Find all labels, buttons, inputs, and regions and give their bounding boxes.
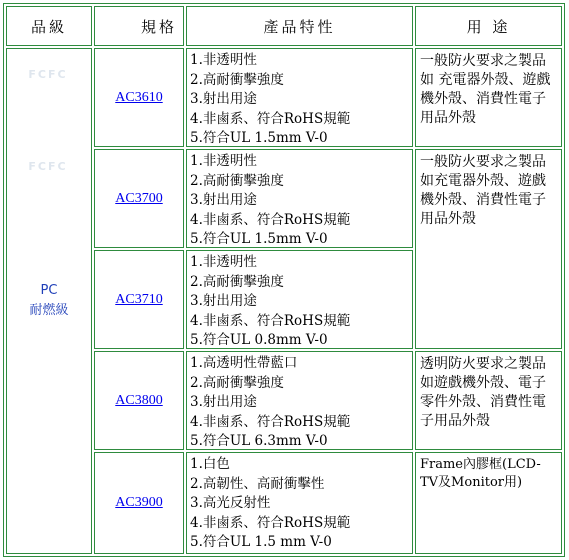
model-link-ac3900[interactable]: AC3900: [115, 495, 163, 510]
header-grade-label: 品級: [30, 17, 67, 36]
feature-item: 3.高光反射性: [190, 495, 271, 511]
category-cell: [6, 48, 92, 554]
feature-item: 2.高耐衝擊強度: [190, 273, 284, 290]
features-cell: [186, 48, 413, 147]
usage-text: 一般防火要求之製品如充電器外殼、遊戲機外殼、消費性電子用品外殼: [420, 154, 546, 227]
header-spec: [94, 6, 184, 46]
usage-cell: [415, 452, 562, 554]
feature-item: 3.射出用途: [190, 192, 257, 208]
header-features: [186, 6, 413, 46]
category-line2: 耐燃級: [29, 303, 69, 318]
feature-item: 4.非鹵系、符合RoHS規範: [190, 110, 351, 127]
features-cell: [186, 149, 413, 248]
usage-text: Frame內膠框(LCD-TV及Monitor用): [420, 457, 541, 490]
category-line1: PC: [40, 283, 58, 298]
header-usage-label: 用 途: [466, 17, 511, 36]
features-cell: [186, 351, 413, 450]
feature-item: 4.非鹵系、符合RoHS規範: [190, 211, 351, 228]
feature-item: 4.非鹵系、符合RoHS規範: [190, 312, 351, 329]
model-cell: [94, 48, 184, 147]
product-table: [3, 3, 565, 557]
model-link-ac3800[interactable]: AC3800: [115, 392, 163, 408]
feature-item: 4.非鹵系、符合RoHS規範: [190, 514, 351, 531]
header-usage: [415, 6, 562, 46]
feature-item: 1.非透明性: [190, 153, 257, 169]
model-cell: [94, 250, 184, 349]
watermark-1: FCFC: [28, 68, 68, 81]
model-link-ac3610[interactable]: AC3610: [115, 89, 163, 105]
header-spec-label: 規格: [140, 17, 177, 36]
header-grade: [6, 6, 92, 46]
feature-item: 5.符合UL 1.5 mm V-0: [190, 534, 332, 550]
header-features-label: 產品特性: [263, 17, 336, 36]
feature-item: 5.符合UL 1.5mm V-0: [190, 231, 328, 247]
feature-item: 1.白色: [190, 456, 230, 472]
usage-text: 透明防火要求之製品如遊戲機外殼、電子零件外殼、消費性電子用品外殼: [420, 356, 546, 429]
feature-item: 1.非透明性: [190, 52, 257, 68]
model-cell: [94, 452, 184, 554]
feature-item: 1.非透明性: [190, 254, 257, 270]
usage-text: 一般防火要求之製品如 充電器外殼、遊戲機外殼、消費性電子 用品外殼: [420, 53, 551, 126]
features-cell: [186, 452, 413, 554]
feature-item: 2.高韌性、高耐衝擊性: [190, 475, 325, 492]
feature-item: 2.高耐衝擊強度: [190, 172, 284, 189]
feature-item: 3.射出用途: [190, 394, 257, 410]
usage-cell: [415, 351, 562, 450]
feature-item: 3.射出用途: [190, 293, 257, 309]
feature-item: 1.高透明性帶藍口: [190, 355, 298, 371]
feature-item: 4.非鹵系、符合RoHS規範: [190, 413, 351, 430]
usage-cell: [415, 48, 562, 147]
model-link-ac3710[interactable]: AC3710: [115, 291, 163, 307]
feature-item: 2.高耐衝擊強度: [190, 374, 284, 391]
usage-cell: [415, 149, 562, 349]
feature-item: 2.高耐衝擊強度: [190, 71, 284, 88]
model-cell: [94, 351, 184, 450]
category-label: [29, 281, 68, 321]
feature-item: 5.符合UL 6.3mm V-0: [190, 433, 328, 449]
model-cell: [94, 149, 184, 248]
feature-item: 5.符合UL 0.8mm V-0: [190, 332, 328, 348]
feature-item: 3.射出用途: [190, 91, 257, 107]
features-cell: [186, 250, 413, 349]
model-link-ac3700[interactable]: AC3700: [115, 190, 163, 206]
watermark-2: FCFC: [28, 160, 68, 173]
feature-item: 5.符合UL 1.5mm V-0: [190, 130, 328, 146]
